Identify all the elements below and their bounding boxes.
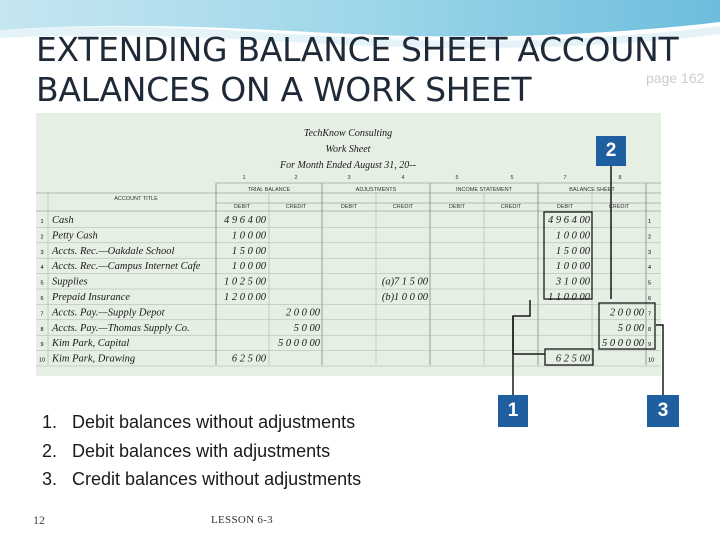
ws-company: TechKnow Consulting [303,128,393,139]
col-num-8: 8 [618,175,622,181]
sub-credit-1: CREDIT [285,204,307,210]
cell-trial-debit: 1 5 0 00 [231,245,266,257]
account-title: Prepaid Insurance [52,292,131,303]
legend-item: 3. Credit balances without adjustments [42,469,362,489]
row-number: 9 [40,342,44,349]
slide-number: 12 [33,513,45,527]
cell-balance-credit: 5 0 0 0 00 [602,338,644,350]
slide-title-line1: EXTENDING BALANCE SHEET ACCOUNT [36,30,679,69]
legend-list [42,408,361,494]
sub-credit-4: CREDIT [608,204,630,210]
cell-adjust-credit: 1 0 0 00 [393,292,428,303]
col-num-6: 5 [510,175,514,181]
cell-trial-credit: 2 0 0 00 [285,307,320,319]
cell-trial-debit: 1 0 0 00 [231,261,266,273]
sub-credit-3: CREDIT [500,204,522,210]
account-title: Accts. Pay.—Thomas Supply Co. [52,322,190,334]
account-title: Supplies [52,276,88,288]
account-title: Kim Park, Capital [52,338,130,350]
cell-balance-debit: 4 9 6 4 00 [548,215,590,226]
account-title: Kim Park, Drawing [52,353,136,365]
row-number-right: 7 [648,311,652,318]
cell-balance-debit: 1 5 0 00 [555,245,590,257]
ws-name: Work Sheet [325,144,371,155]
row-number: 3 [40,249,44,256]
cell-balance-debit: 3 1 0 00 [555,276,590,288]
row-number-right: 9 [648,342,652,349]
sub-debit-3: DEBIT [448,204,466,210]
group-trial-balance: TRIAL BALANCE [247,187,291,193]
col-num-7: 7 [563,175,567,181]
cell-trial-credit: 5 0 00 [293,322,320,334]
ws-period: For Month Ended August 31, 20-- [280,160,416,171]
lesson-label: LESSON 6-3 [211,514,273,526]
row-number: 7 [40,311,44,318]
sub-debit-4: DEBIT [556,204,574,210]
cell-trial-debit: 4 9 6 4 00 [224,215,266,226]
row-number: 2 [40,234,44,241]
group-adjustments: ADJUSTMENTS [355,187,397,193]
cell-balance-credit: 5 0 00 [617,322,644,334]
cell-balance-credit: 2 0 0 00 [609,307,644,319]
legend-item: 2. Debit balances with adjustments [42,440,331,461]
account-title: Accts. Pay.—Supply Depot [52,307,165,319]
col-num-1: 1 [242,175,246,181]
row-number-right: 5 [648,280,652,287]
row-number-right: 3 [648,249,652,256]
row-number: 4 [40,265,44,272]
slide-title-line2: BALANCES ON A WORK SHEET [36,70,532,109]
col-num-3: 3 [347,175,351,181]
cell-balance-debit: 1 0 0 00 [555,230,590,242]
cell-adjust-credit: 7 1 5 00 [393,276,428,288]
adjust-ref: (b) [381,292,395,303]
row-number-right: 4 [648,265,652,272]
row-number: 5 [40,280,44,287]
row-number-right: 2 [648,234,652,241]
col-num-2: 2 [294,175,298,181]
group-income-statement: INCOME STATEMENT [455,187,513,193]
col-num-5: 5 [455,175,459,181]
sub-credit-2: CREDIT [392,204,414,210]
callout-badge-1: 1 [498,395,528,427]
row-number-right: 10 [648,357,655,364]
cell-balance-debit: 6 2 5 00 [555,353,590,365]
cell-trial-debit: 1 2 0 0 00 [224,292,266,303]
group-balance-sheet: BALANCE SHEET [569,187,615,193]
cell-trial-debit: 6 2 5 00 [231,353,266,365]
account-title-header: ACCOUNT TITLE [114,196,158,202]
slide-title [36,30,686,110]
account-title: Petty Cash [52,230,98,242]
adjust-ref: (a) [381,276,395,288]
cell-trial-debit: 1 0 0 00 [231,230,266,242]
callout-badge-3: 3 [647,395,679,427]
sub-debit-1: DEBIT [233,204,251,210]
account-title: Accts. Rec.—Campus Internet Cafe [52,261,201,273]
callout-badge-2: 2 [596,136,626,166]
col-num-4: 4 [401,175,405,181]
row-number: 10 [38,357,46,364]
work-sheet [36,113,661,376]
cell-trial-credit: 5 0 0 0 00 [278,338,320,350]
cell-balance-debit: 1 1 0 0 00 [548,292,590,303]
cell-balance-debit: 1 0 0 00 [555,261,590,273]
cell-trial-debit: 1 0 2 5 00 [224,276,266,288]
row-number-right: 6 [648,296,652,302]
account-title: Accts. Rec.—Oakdale School [52,245,175,257]
sub-debit-2: DEBIT [340,204,358,210]
legend-item: 1. Debit balances without adjustments [42,412,356,432]
row-number-right: 1 [648,219,652,225]
row-number: 6 [40,296,44,302]
row-number-right: 8 [648,326,652,333]
row-number: 8 [40,326,44,333]
row-number: 1 [40,219,44,225]
page-reference: page 162 [646,70,705,86]
account-title: Cash [52,215,74,226]
